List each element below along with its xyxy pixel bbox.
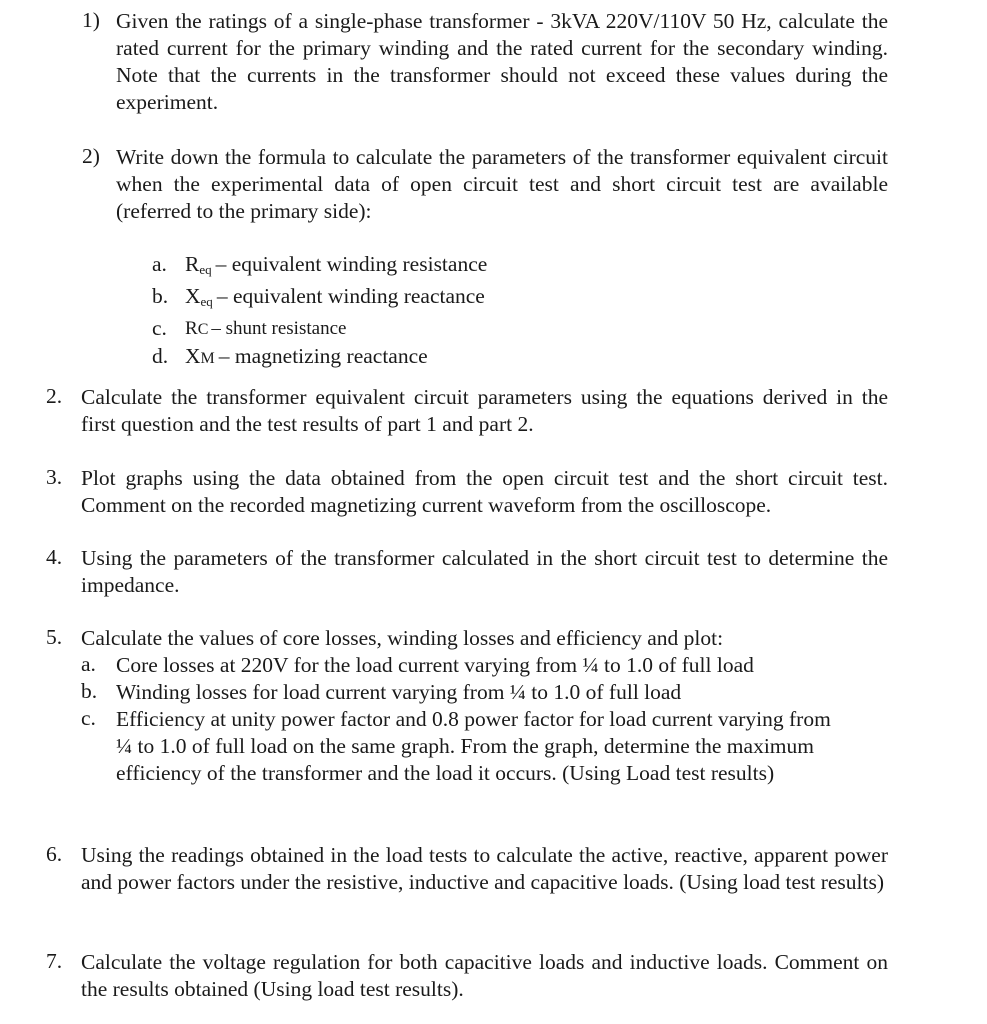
question-text: Using the parameters of the transformer calculated in the short circuit test to determine the impedance. xyxy=(81,546,888,597)
question-text: Using the readings obtained in the load tests to calculate the active, reactive, apparent power and power factors under the resistive, inductive and capacitive loads. (Using load test results) xyxy=(81,843,888,894)
parameter-letter: b. xyxy=(152,284,169,308)
question-5-subitems xyxy=(81,652,861,787)
question-number: 5. xyxy=(46,625,63,649)
subitem-winding-losses xyxy=(81,679,861,706)
question-number: 1) xyxy=(82,8,100,32)
question-item-2 xyxy=(46,384,888,438)
parameter-letter: d. xyxy=(152,344,169,368)
subitem-text: Efficiency at unity power factor and 0.8 power factor for load current varying from ¼ to 1.0 of full load on the same graph. From the graph, determine the maximum efficiency of the transformer and the load it occurs. (Using Load test results) xyxy=(116,707,831,785)
question-text: Plot graphs using the data obtained from the open circuit test and the short circuit test. Comment on the recorded magnetizing current waveform from the oscilloscope. xyxy=(81,466,888,517)
parameter-item-req xyxy=(152,251,652,283)
question-number: 6. xyxy=(46,842,63,866)
subitem-text: Core losses at 220V for the load current varying from ¼ to 1.0 of full load xyxy=(116,653,754,677)
question-item-4 xyxy=(46,545,888,599)
question-number: 4. xyxy=(46,545,63,569)
question-text: Calculate the transformer equivalent circuit parameters using the equations derived in the first question and the test results of part 1 and part 2. xyxy=(81,385,888,436)
question-item-7 xyxy=(46,949,888,1003)
question-number: 2. xyxy=(46,384,63,408)
question-text: Write down the formula to calculate the parameters of the transformer equivalent circuit when the experimental data of open circuit test and short circuit test are available (referred to the primary side): xyxy=(116,145,888,223)
parameter-symbol: $X_{eq}$ xyxy=(185,284,213,309)
parameter-letter: a. xyxy=(152,252,167,276)
parameter-letter: c. xyxy=(152,316,167,340)
subitem-letter: b. xyxy=(81,679,98,703)
question-item-6 xyxy=(46,842,888,896)
question-item-3 xyxy=(46,465,888,519)
subitem-efficiency xyxy=(81,706,861,787)
parameter-symbol: RC xyxy=(185,318,209,339)
parameter-description: – shunt resistance xyxy=(211,318,347,339)
question-number: 3. xyxy=(46,465,63,489)
subitem-text: Winding losses for load current varying from ¼ to 1.0 of full load xyxy=(116,680,682,704)
parameter-item-rc xyxy=(152,315,652,343)
question-text: Calculate the voltage regulation for both capacitive loads and inductive loads. Comment on the results obtained (Using load test results). xyxy=(81,950,888,1001)
subitem-letter: a. xyxy=(81,652,96,676)
parameter-item-xeq xyxy=(152,283,652,315)
parameter-symbol: XM xyxy=(185,344,215,368)
question-item-5 xyxy=(46,625,888,652)
parameter-list xyxy=(152,251,652,372)
subitem-core-losses xyxy=(81,652,861,679)
question-text: Calculate the values of core losses, winding losses and efficiency and plot: xyxy=(81,626,724,650)
question-number: 2) xyxy=(82,144,100,168)
parameter-symbol: $R_{eq}$ xyxy=(185,252,212,277)
question-2-block xyxy=(82,144,888,225)
parameter-description: – equivalent winding resistance xyxy=(215,252,488,276)
parameter-description: – equivalent winding reactance xyxy=(216,284,485,308)
parameter-item-xm xyxy=(152,343,652,372)
subitem-letter: c. xyxy=(81,706,96,730)
parameter-description: – magnetizing reactance xyxy=(218,344,428,368)
question-1-block xyxy=(82,8,888,116)
question-number: 7. xyxy=(46,949,63,973)
question-text: Given the ratings of a single-phase transformer - 3kVA 220V/110V 50 Hz, calculate the rated current for the primary winding and the rated current for the secondary winding. Note that the currents in the transformer should not exceed these values during the experiment. xyxy=(116,9,888,114)
